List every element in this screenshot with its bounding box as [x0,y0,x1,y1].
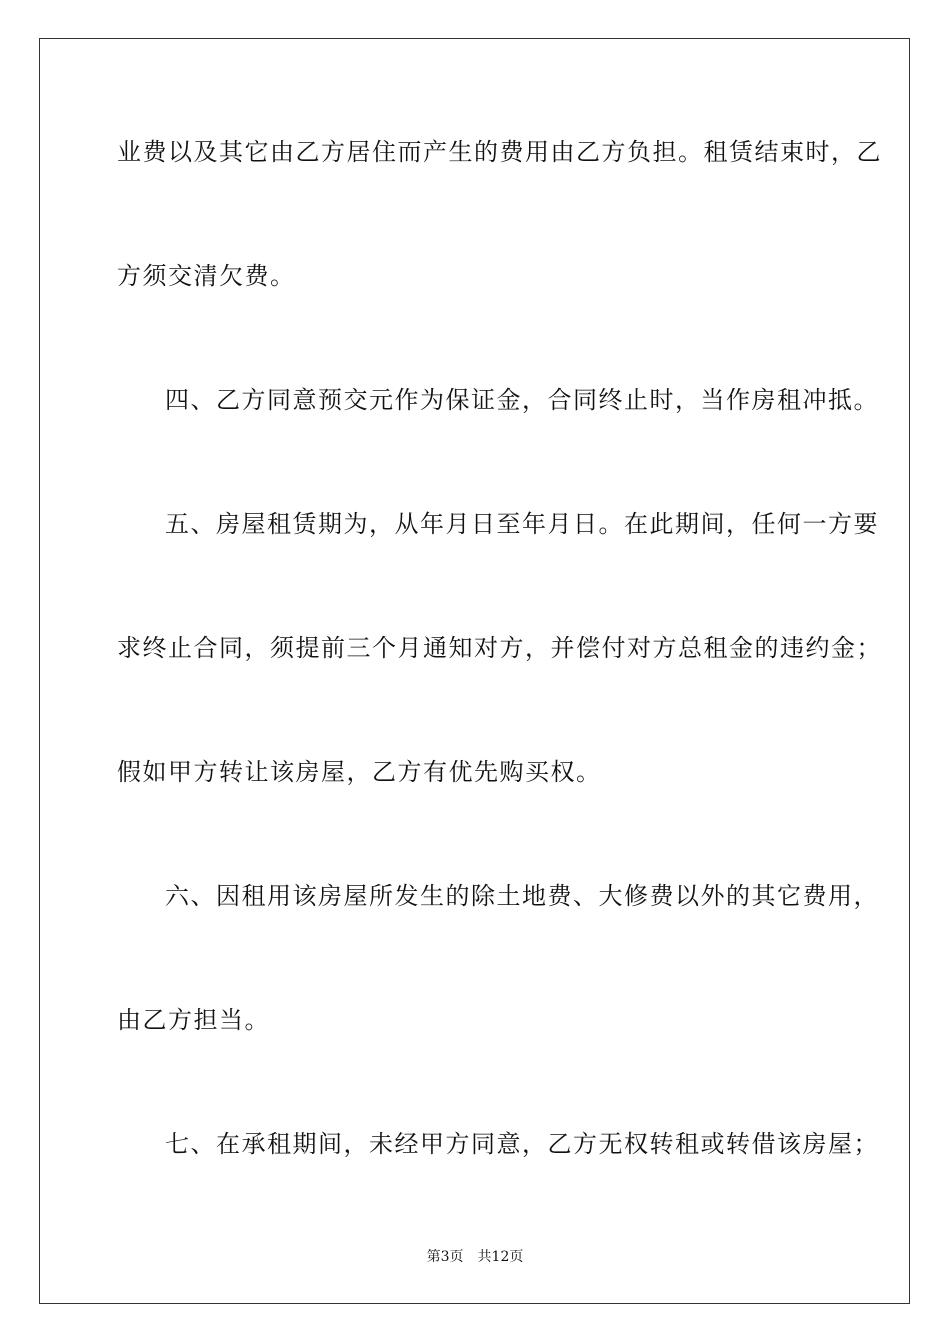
page-number: 第3页 [426,1249,464,1265]
text-line: 求终止合同，须提前三个月通知对方，并偿付对方总租金的违约金； [117,634,882,662]
paragraph-4: 四、乙方同意预交元作为保证金，合同终止时，当作房租冲抵。 [165,386,879,414]
text-line: 假如甲方转让该房屋，乙方有优先购买权。 [117,758,602,786]
paragraph-6: 六、因租用该房屋所发生的除土地费、大修费以外的其它费用， [165,882,879,910]
total-pages: 共12页 [477,1249,524,1265]
text-line: 方须交清欠费。 [117,262,296,290]
page-footer [0,1248,950,1266]
paragraph-7: 七、在承租期间，未经甲方同意，乙方无权转租或转借该房屋； [165,1130,879,1158]
paragraph-5: 五、房屋租赁期为，从年月日至年月日。在此期间，任何一方要 [165,510,879,538]
text-line: 业费以及其它由乙方居住而产生的费用由乙方负担。租赁结束时，乙 [117,138,882,166]
text-line: 由乙方担当。 [117,1006,270,1034]
page-border [39,38,910,1304]
